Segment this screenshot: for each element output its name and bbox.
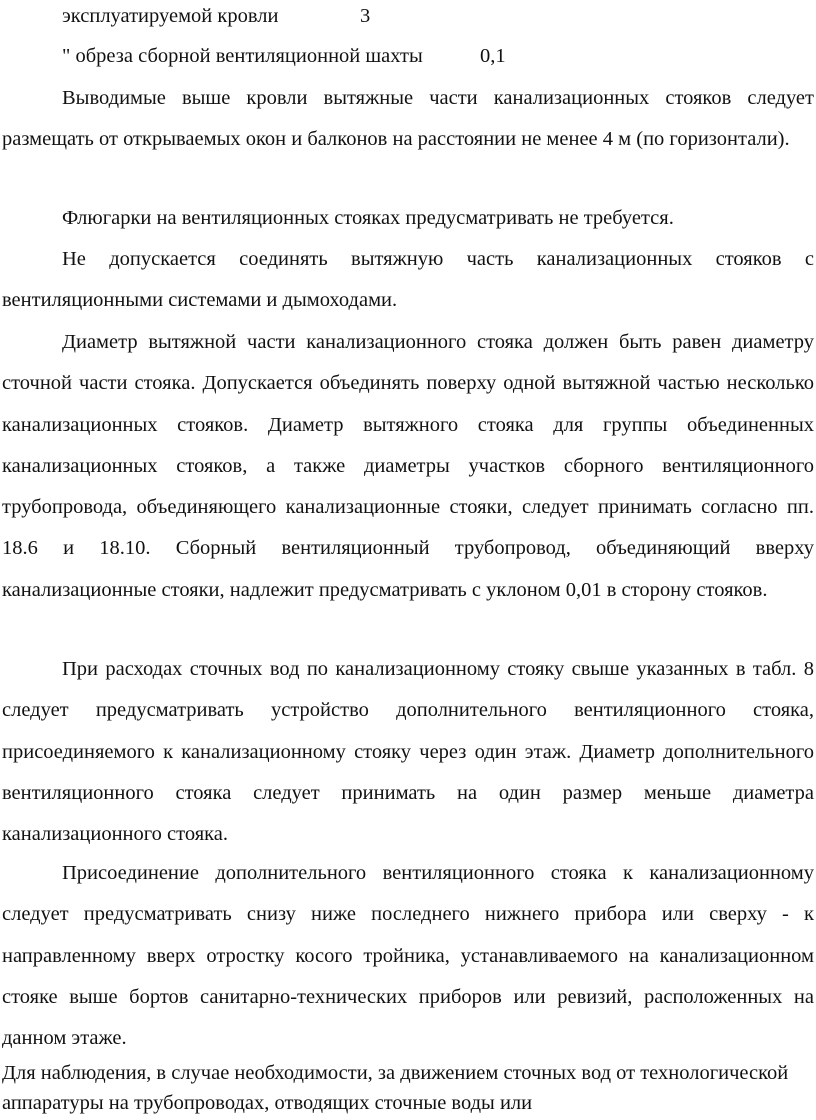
paragraph-observation: Для наблюдения, в случае необходимости, за движением сточных вод от технологической аппаратуры на трубопроводах, отводящих сточные воды или bbox=[2, 1062, 789, 1114]
paragraph-diameter: Диаметр вытяжной части канализационного стояка должен быть равен диаметру сточной части стояка. Допускается объединять поверху одной вытяжной частью несколько канализационных стояков. Диаметр вытяжного стояка для группы объединенных канализационных стояков, а также диаметры участков сборного вентиляционного трубопровода, объединяющего канализационные стояки, следует принимать согласно пп. 18.6 и 18.10. Сборный вентиляционный трубопровод, объединяющий вверху канализационные стояки, надлежит предусматривать с уклоном 0,01 в сторону стояков. bbox=[2, 331, 814, 601]
paragraph-vent-outlets: Выводимые выше кровли вытяжные части канализационных стояков следует размещать от открываемых окон и балконов на расстоянии не менее 4 м (по горизонтали). bbox=[2, 87, 814, 151]
paragraph-connection-ban: Не допускается соединять вытяжную часть канализационных стояков с вентиляционными системами и дымоходами. bbox=[2, 248, 814, 312]
header-line-2-label: " обреза сборной вентиляционной шахты bbox=[62, 45, 423, 67]
header-line-1-label: эксплуатируемой кровли bbox=[62, 5, 279, 27]
header-line-2-value: 0,1 bbox=[480, 45, 506, 67]
paragraph-weather-vanes: Флюгарки на вентиляционных стояках предусматривать не требуется. bbox=[62, 207, 674, 229]
paragraph-additional-stack: При расходах сточных вод по канализационному стояку свыше указанных в табл. 8 следует предусматривать устройство дополнительного вентиляционного стояка, присоединяемого к канализационному стояку через один этаж. Диаметр дополнительного вентиляционного стояка следует принимать на один размер меньше диаметра канализационного стояка. bbox=[2, 658, 814, 846]
header-line-1-value: 3 bbox=[360, 5, 371, 27]
paragraph-connection: Присоединение дополнительного вентиляционного стояка к канализационному следует предусматривать снизу ниже последнего нижнего прибора или сверху - к направленному вверх отростку косого тройника, устанавливаемого на канализационном стояке выше бортов санитарно-технических приборов или ревизий, расположенных на данном этаже. bbox=[2, 862, 814, 1050]
